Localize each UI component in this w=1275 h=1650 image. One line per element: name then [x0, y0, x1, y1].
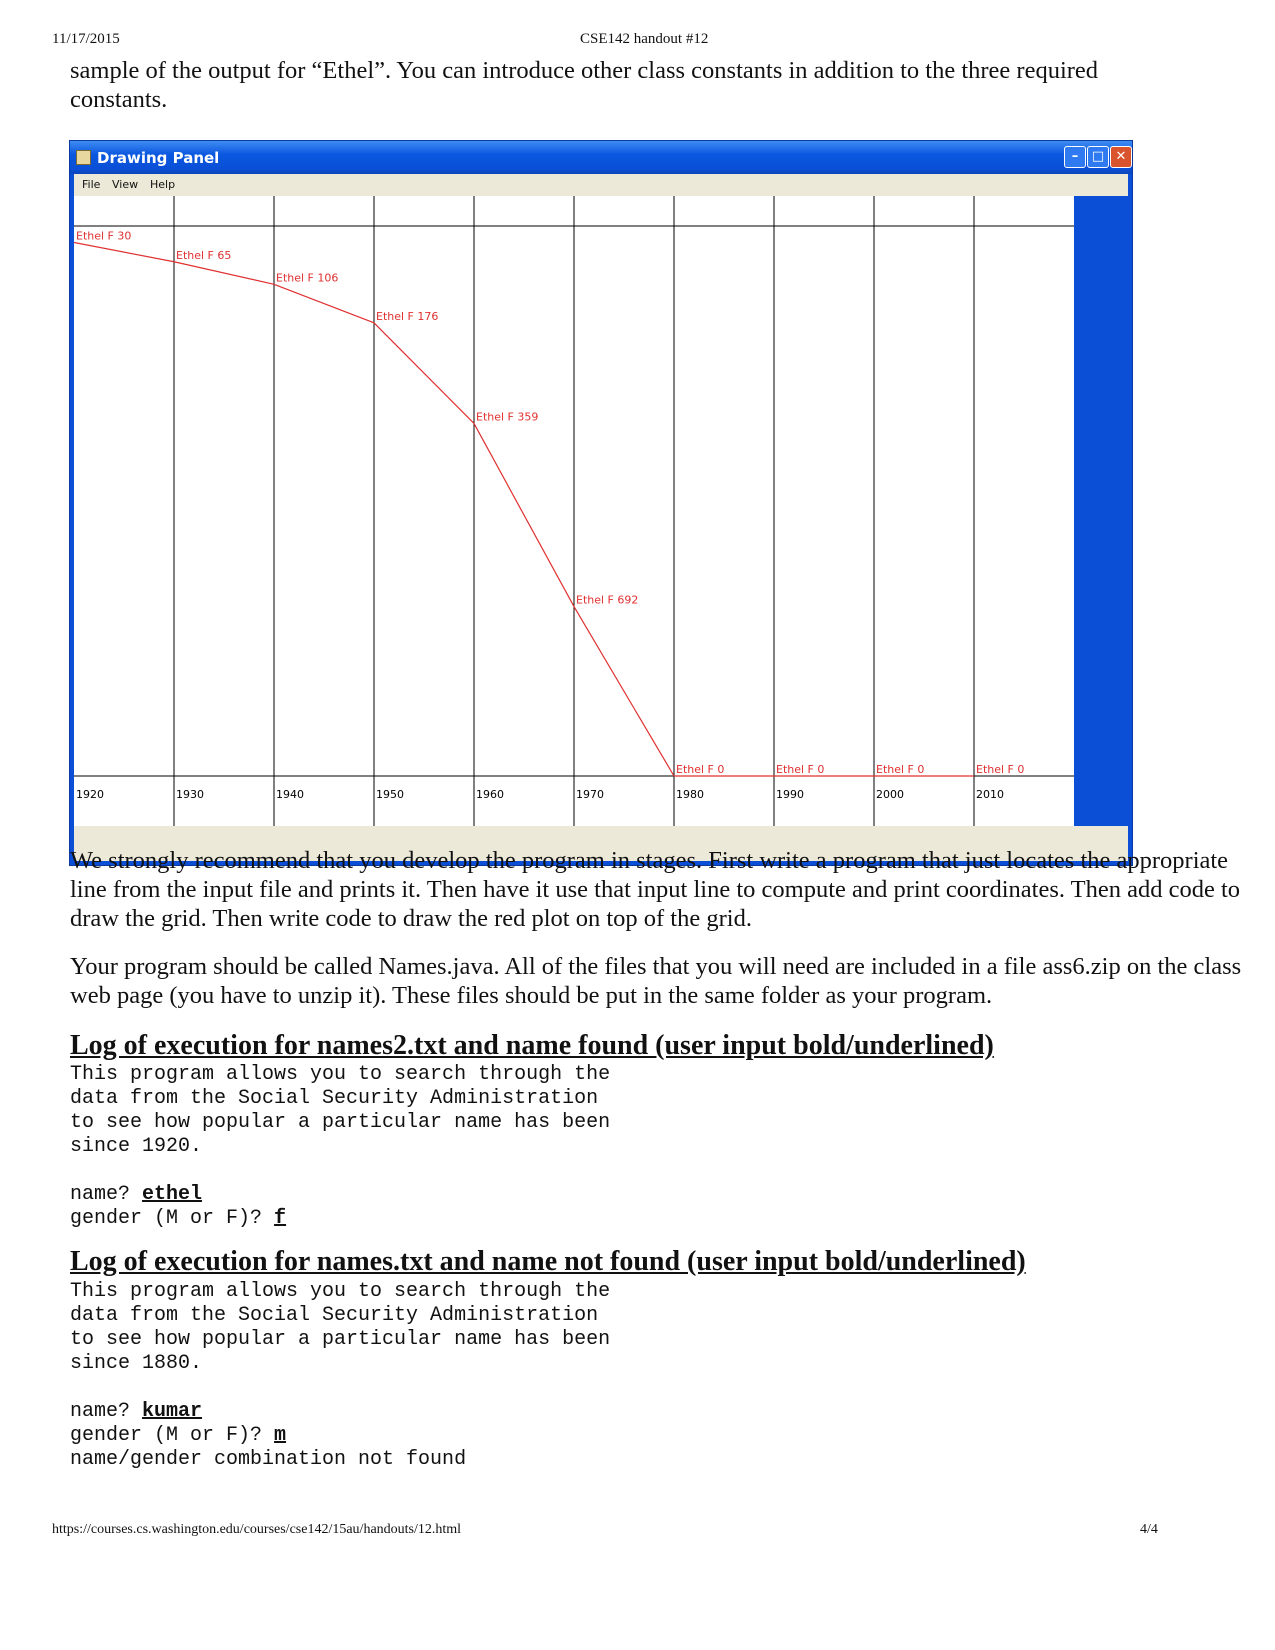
intro-text: sample of the output for “Ethel”. You can introduce other class constants in addition to the three required constants.: [70, 57, 1099, 113]
close-button[interactable]: ✕: [1110, 146, 1132, 168]
console-line: data from the Social Security Administration: [70, 1304, 599, 1327]
decade-label: 1990: [776, 788, 804, 801]
console-line: This program allows you to search through the: [70, 1280, 611, 1303]
point-label: Ethel F 0: [876, 763, 925, 776]
names-chart: [74, 196, 1074, 826]
log2-heading: Log of execution for names.txt and name not found (user input bold/underlined): [70, 1246, 1026, 1277]
gender-input: m: [274, 1424, 287, 1447]
menu-file[interactable]: File: [82, 178, 101, 191]
plot-segment: [574, 607, 674, 776]
decade-label: 2010: [976, 788, 1004, 801]
paragraph-stages: We strongly recommend that you develop the program in stages. First write a program that just locates the appropriate line from the input file and prints it. Then have it use that input line to compute and print coordinates. Then add code to draw the grid. Then write code to draw the red plot on top of the grid.: [70, 847, 1241, 932]
log1-console: [70, 1063, 610, 1231]
point-label: Ethel F 0: [676, 763, 725, 776]
name-input: kumar: [142, 1400, 203, 1423]
decade-label: 1980: [676, 788, 704, 801]
footer-url: https://courses.cs.washington.edu/courses/cse142/15au/handouts/12.html: [52, 1522, 462, 1537]
menu-view[interactable]: View: [112, 178, 139, 191]
paragraph-files: Your program should be called Names.java. All of the files that you will need are included in a file ass6.zip on the class web page (you have to unzip it). These files should be put in the same folder as your program.: [70, 953, 1242, 1009]
point-label: Ethel F 0: [976, 763, 1025, 776]
drawing-panel-window: [69, 140, 1133, 866]
console-line: This program allows you to search through the: [70, 1063, 611, 1086]
plot-segment: [374, 323, 474, 424]
console-line: since 1920.: [70, 1135, 203, 1158]
gender-prompt: gender (M or F)?: [70, 1424, 275, 1447]
menu-help[interactable]: Help: [150, 178, 176, 191]
console-line: to see how popular a particular name has been: [70, 1111, 611, 1134]
gender-prompt: gender (M or F)?: [70, 1207, 275, 1230]
maximize-button[interactable]: □: [1087, 146, 1109, 168]
point-label: Ethel F 359: [476, 410, 539, 424]
window-title: Drawing Panel: [97, 149, 220, 167]
point-label: Ethel F 106: [276, 271, 339, 285]
point-label: Ethel F 30: [76, 229, 132, 243]
minimize-button[interactable]: –: [1064, 146, 1086, 168]
log2-console: [70, 1280, 610, 1472]
name-input: ethel: [142, 1183, 203, 1206]
decade-label: 2000: [876, 788, 904, 801]
console-line: to see how popular a particular name has been: [70, 1328, 611, 1351]
plot-segment: [74, 243, 174, 262]
java-app-icon: [76, 150, 91, 165]
plot-segment: [474, 423, 574, 606]
header-date: 11/17/2015: [52, 31, 120, 47]
name-prompt: name?: [70, 1183, 143, 1206]
gender-input: f: [274, 1207, 287, 1230]
decade-label: 1920: [76, 788, 104, 801]
log1-heading: Log of execution for names2.txt and name found (user input bold/underlined): [70, 1030, 994, 1061]
console-line: since 1880.: [70, 1352, 203, 1375]
plot-segment: [174, 262, 274, 285]
decade-label: 1970: [576, 788, 604, 801]
point-label: Ethel F 692: [576, 593, 639, 607]
decade-label: 1950: [376, 788, 404, 801]
decade-label: 1960: [476, 788, 504, 801]
footer-page: 4/4: [1140, 1522, 1158, 1537]
name-prompt: name?: [70, 1400, 143, 1423]
plot-segment: [274, 284, 374, 323]
header-title: CSE142 handout #12: [580, 31, 709, 47]
drawing-canvas: [74, 196, 1074, 826]
menu-bar: [74, 174, 1128, 196]
decade-label: 1930: [176, 788, 204, 801]
not-found-result: name/gender combination not found: [70, 1448, 467, 1471]
point-label: Ethel F 65: [176, 248, 232, 262]
point-label: Ethel F 176: [376, 309, 439, 323]
decade-label: 1940: [276, 788, 304, 801]
console-line: data from the Social Security Administration: [70, 1087, 599, 1110]
point-label: Ethel F 0: [776, 763, 825, 776]
window-titlebar[interactable]: [70, 141, 1132, 174]
